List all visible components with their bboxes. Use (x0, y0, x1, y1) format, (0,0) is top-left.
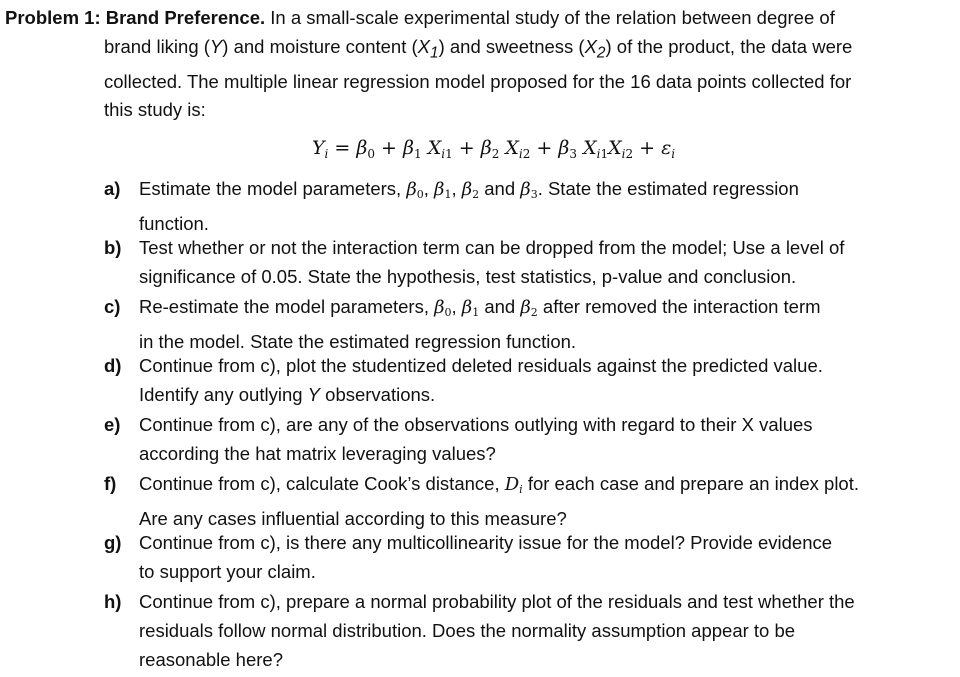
var-y: Y (209, 35, 223, 57)
problem-intro (5, 4, 925, 125)
intro-line-2: brand liking (Y) and moisture content $(X_1)$ and sweetness $(X_2)$ of the product, the data were (104, 35, 853, 62)
var-x2: $X_2$ (584, 35, 606, 62)
problem-heading: Problem 1: Brand Preference. (5, 7, 266, 28)
intro-line-1: Problem 1: Brand Preference. In a small-scale experimental study of the relation between degree of (5, 7, 835, 28)
problem-document: Problem 1: Brand Preference. In a small-scale experimental study of the relation between degree of brand liking (Y) and moisture content $(X_1)$ and sweetness $(X_2)$ of the product, the data were collected. The multiple linear regression model proposed for the 16 data points collected for this study is: $Y_i = \beta_0 + \beta_1$ $X_{i1} + \beta_2$ $X_{i2} + \beta_3$ $X_{i1}X_{i2} + \varepsilon_i$ a) Estimate the model parameters, $\beta_0$, $\beta_1$, $\beta_2$ and $\beta_3$. State the estimated regression function. b) Test whether or not the interaction term can be dropped from the model; Use a level of significance of 0.05. State the hypothesis, test statistics, p-value and conclusion. c) Re-estimate the model parameters, $\beta_0$, $\beta_1$ and $\beta_2$ after removed the interaction term in the model. State the estimated regression function. d) Continue from c), plot the studentized deleted residuals against the predicted value. Identify any outlying Y observations. e) Continue from c), are any of the observations outlying with regard to their X values according the hat matrix leveraging values? f) Continue from c), calculate Cook’s distance, $D_i$ for each case and prepare an index plot. Are any cases influential according to this measure? g) Continue from c), is there any multicollinearity issue for the model? Provide evidence to support your claim. h) Continue from c), prepare a normal probability plot of the residuals and test whether the residuals follow normal distribution. Does the normality assumption appear to be reasonable here? (0, 0, 960, 677)
var-x1: $X_1$ (417, 35, 439, 62)
regression-equation: $Y_i = \beta_0 + \beta_1$ $X_{i1} + \beta_2$ $X_{i2} + \beta_3$ $X_{i1}X_{i2} + \varepsilon_i$ (312, 137, 676, 161)
intro-line-4: this study is: (104, 99, 206, 121)
intro-line-3: collected. The multiple linear regression model proposed for the 16 data points collected for (104, 70, 852, 92)
